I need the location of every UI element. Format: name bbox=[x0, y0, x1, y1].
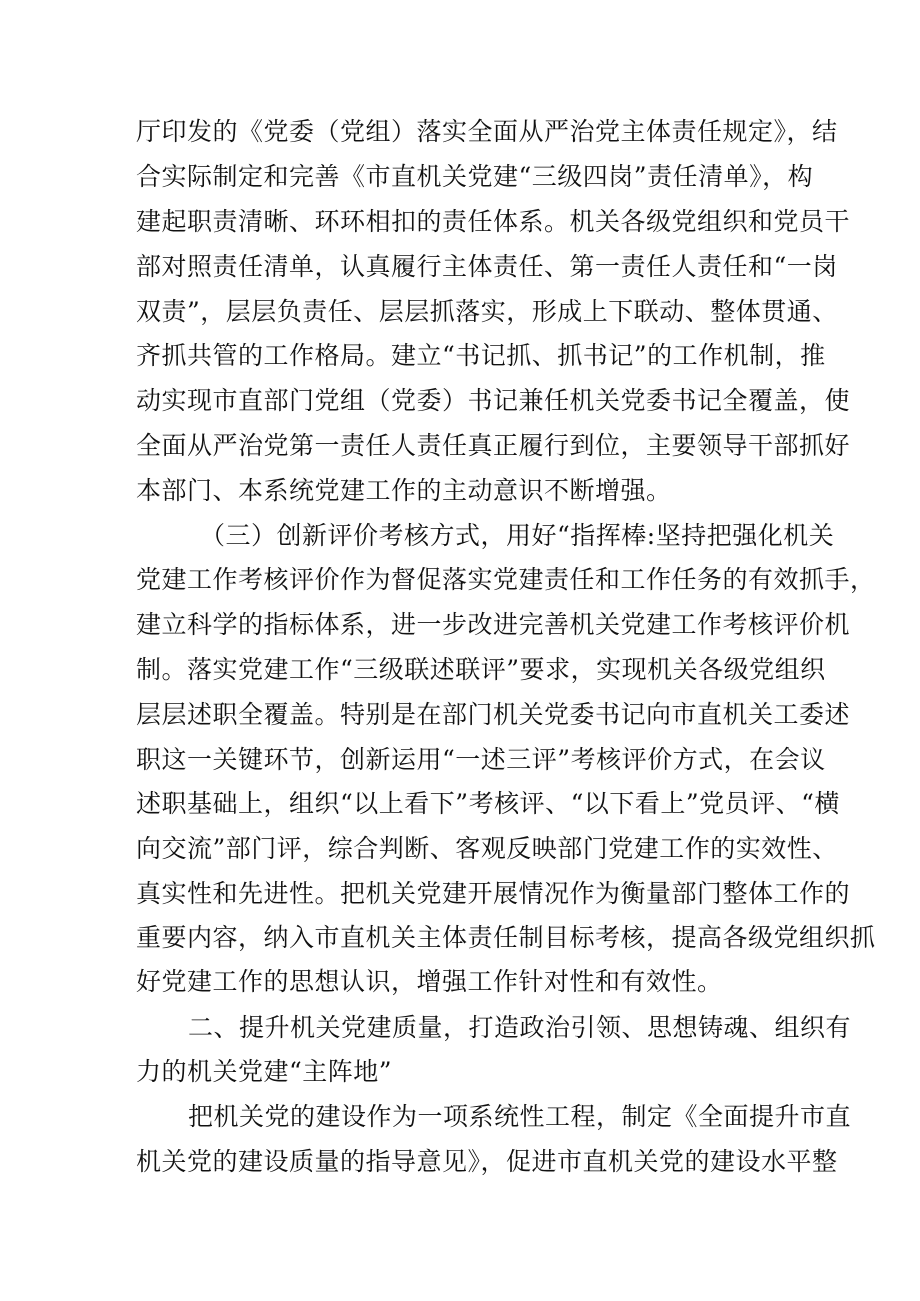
text-line: 把机关党的建设作为一项系统性工程，制定《全面提升市直 bbox=[188, 1102, 852, 1131]
text-line: 厅印发的《党委（党组）落实全面从严治党主体责任规定》，结 bbox=[136, 117, 838, 146]
text-line: 制。落实党建工作“三级联述联评”要求，实现机关各级党组织 bbox=[136, 655, 826, 684]
text-line: 述职基础上，组织“以上看下”考核评、“以下看上”党员评、“横 bbox=[136, 789, 840, 818]
text-line: 职这一关键环节，创新运用“一述三评”考核评价方式，在会议 bbox=[136, 745, 826, 774]
section-heading-line: 力的机关党建“主阵地” bbox=[136, 1057, 393, 1086]
text-line: 层层述职全覆盖。特别是在部门机关党委书记向市直机关工委述 bbox=[136, 700, 851, 729]
text-line: 全面从严治党第一责任人责任真正履行到位，主要领导干部抓好 bbox=[136, 431, 851, 460]
text-line: 真实性和先进性。把机关党建开展情况作为衡量部门整体工作的 bbox=[136, 879, 851, 908]
text-line: 重要内容，纳入市直机关主体责任制目标考核，提高各级党组织抓 bbox=[136, 923, 876, 952]
text-line: 党建工作考核评价作为督促落实党建责任和工作任务的有效抓手， bbox=[136, 565, 876, 594]
text-line: 本部门、本系统党建工作的主动意识不断增强。 bbox=[136, 476, 672, 505]
text-line: 向交流”部门评，综合判断、客观反映部门党建工作的实效性、 bbox=[136, 834, 838, 863]
text-line: 双责”，层层负责任、层层抓落实，形成上下联动、整体贯通、 bbox=[136, 297, 838, 326]
section-heading-line: 二、提升机关党建质量，打造政治引领、思想铸魂、组织有 bbox=[188, 1013, 852, 1042]
text-line: 动实现市直部门党组（党委）书记兼任机关党委书记全覆盖，使 bbox=[136, 386, 851, 415]
text-line: 齐抓共管的工作格局。建立“书记抓、抓书记”的工作机制，推 bbox=[136, 341, 826, 370]
text-line: 机关党的建设质量的指导意见》，促进市直机关党的建设水平整 bbox=[136, 1147, 838, 1176]
text-line: 建立科学的指标体系，进一步改进完善机关党建工作考核评价机 bbox=[136, 610, 851, 639]
text-line: 部对照责任清单，认真履行主体责任、第一责任人责任和“一岗 bbox=[136, 252, 838, 281]
section-heading-line: （三）创新评价考核方式，用好“指挥棒:坚持把强化机关 bbox=[200, 521, 835, 550]
text-line: 合实际制定和完善《市直机关党建“三级四岗”责任清单》，构 bbox=[136, 162, 814, 191]
text-line: 建起职责清晰、环环相扣的责任体系。机关各级党组织和党员干 bbox=[136, 207, 851, 236]
text-line: 好党建工作的思想认识，增强工作针对性和有效性。 bbox=[136, 967, 723, 996]
